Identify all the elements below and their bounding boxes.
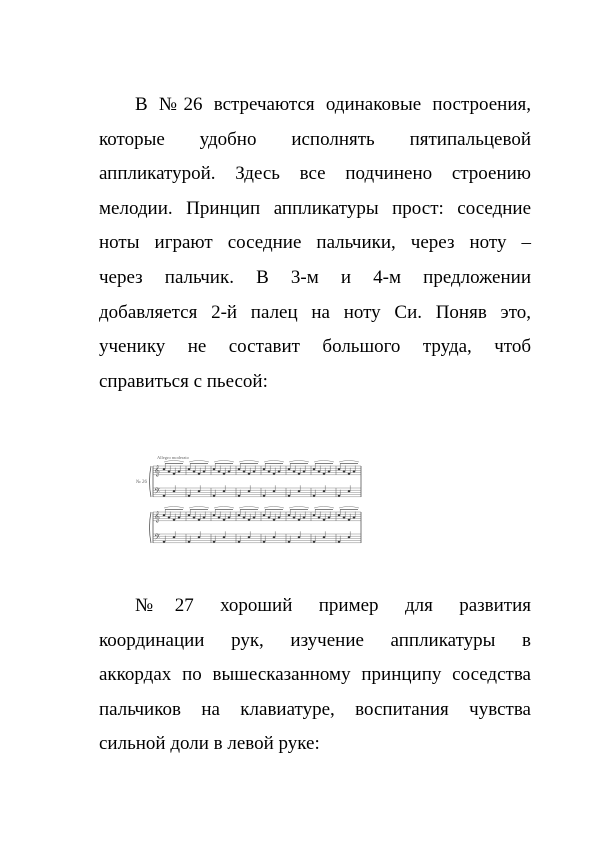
note-head (273, 519, 276, 521)
note-head (188, 541, 191, 543)
note-head (318, 471, 321, 473)
note-head (323, 490, 326, 492)
note-head (273, 473, 276, 475)
text-line: ноты играют соседние пальчики, через ноту – (99, 232, 531, 254)
note-head (303, 471, 306, 473)
note-head (178, 471, 181, 473)
note-head (243, 471, 246, 473)
slur (339, 507, 359, 509)
note-head (313, 514, 316, 516)
slur (164, 461, 184, 463)
note-head (168, 471, 171, 473)
note-head (313, 541, 316, 543)
note-head (288, 514, 291, 516)
note-head (213, 468, 216, 470)
note-head (223, 473, 226, 475)
note-head (273, 490, 276, 492)
note-head (218, 517, 221, 519)
note-head (218, 471, 221, 473)
note-head (213, 514, 216, 516)
note-head (278, 517, 281, 519)
note-head (273, 536, 276, 538)
note-head (253, 517, 256, 519)
note-head (298, 519, 301, 521)
note-head (328, 471, 331, 473)
slur (339, 461, 359, 463)
score-piece-number: № 26 (136, 480, 148, 485)
brace-icon (150, 512, 152, 543)
clef-icon: 𝄞 (154, 511, 160, 523)
slur (239, 461, 259, 463)
text-line: мелодии. Принцип аппликатуры прост: соседние (99, 197, 531, 219)
paragraph-no26-description (99, 88, 531, 399)
text-line: аппликатурой. Здесь все подчинено строению (99, 163, 531, 185)
note-head (343, 517, 346, 519)
note-head (163, 541, 166, 543)
note-head (263, 495, 266, 497)
slur (264, 507, 284, 509)
note-head (298, 490, 301, 492)
text-line: В №26 встречаются одинаковые построения, (135, 94, 531, 115)
note-head (198, 519, 201, 521)
note-head (293, 471, 296, 473)
note-head (253, 471, 256, 473)
slur (289, 507, 309, 509)
note-head (248, 490, 251, 492)
music-score-image (135, 452, 365, 548)
note-head (248, 536, 251, 538)
slur (214, 507, 234, 509)
note-head (238, 468, 241, 470)
note-head (178, 517, 181, 519)
note-head (293, 517, 296, 519)
note-head (323, 473, 326, 475)
text-line: добавляется 2-й палец на ноту Си. Поняв это, (99, 301, 531, 323)
note-head (173, 536, 176, 538)
note-head (353, 517, 356, 519)
note-head (313, 468, 316, 470)
note-head (238, 541, 241, 543)
paragraph-no27-description (99, 589, 531, 762)
slur (189, 507, 209, 509)
note-head (173, 490, 176, 492)
note-head (288, 468, 291, 470)
note-head (353, 471, 356, 473)
note-head (228, 517, 231, 519)
text-line: ученику не составит большого труда, чтоб (99, 336, 531, 358)
text-line: справиться с пьесой: (99, 370, 268, 392)
note-head (163, 514, 166, 516)
note-head (188, 514, 191, 516)
slur (289, 461, 309, 463)
note-head (343, 471, 346, 473)
note-head (323, 519, 326, 521)
note-head (338, 514, 341, 516)
note-head (238, 495, 241, 497)
note-head (188, 495, 191, 497)
slur (314, 461, 334, 463)
note-head (238, 514, 241, 516)
text-line: которые удобно исполнять пятипальцевой (99, 128, 531, 150)
note-head (213, 541, 216, 543)
note-head (203, 471, 206, 473)
text-line: сильной доли в левой руке: (99, 733, 320, 755)
note-head (338, 468, 341, 470)
note-head (318, 517, 321, 519)
note-head (348, 473, 351, 475)
note-head (263, 514, 266, 516)
text-line: через пальчик. В 3-м и 4-м предложении (99, 266, 531, 288)
note-head (223, 519, 226, 521)
note-head (188, 468, 191, 470)
note-head (348, 519, 351, 521)
text-line: координации рук, изучение аппликатуры в (99, 629, 531, 651)
note-head (228, 471, 231, 473)
clef-icon: 𝄢 (154, 487, 161, 499)
score-tempo-label: Allegro moderato (157, 455, 189, 460)
note-head (173, 473, 176, 475)
note-head (288, 541, 291, 543)
note-head (268, 471, 271, 473)
text-line: аккордах по вышесказанному принципу соседства (99, 664, 531, 686)
note-head (348, 490, 351, 492)
note-head (303, 517, 306, 519)
note-head (213, 495, 216, 497)
note-head (198, 536, 201, 538)
slur (239, 507, 259, 509)
note-head (338, 541, 341, 543)
note-head (163, 495, 166, 497)
note-head (248, 473, 251, 475)
note-head (193, 471, 196, 473)
note-head (168, 517, 171, 519)
brace-icon (150, 466, 152, 497)
clef-icon: 𝄞 (154, 465, 160, 477)
note-head (298, 473, 301, 475)
note-head (198, 490, 201, 492)
note-head (263, 468, 266, 470)
text-line: №27 хороший пример для развития (135, 595, 531, 616)
slur (314, 507, 334, 509)
slur (164, 507, 184, 509)
note-head (288, 495, 291, 497)
note-head (338, 495, 341, 497)
note-head (278, 471, 281, 473)
note-head (198, 473, 201, 475)
slur (214, 461, 234, 463)
note-head (223, 536, 226, 538)
slur (264, 461, 284, 463)
note-head (163, 468, 166, 470)
note-head (193, 517, 196, 519)
note-head (203, 517, 206, 519)
note-head (298, 536, 301, 538)
note-head (313, 495, 316, 497)
note-head (268, 517, 271, 519)
note-head (348, 536, 351, 538)
note-head (263, 541, 266, 543)
slur (189, 461, 209, 463)
note-head (243, 517, 246, 519)
clef-icon: 𝄢 (154, 533, 161, 545)
note-head (323, 536, 326, 538)
note-head (248, 519, 251, 521)
note-head (223, 490, 226, 492)
note-head (328, 517, 331, 519)
text-line: пальчиков на клавиатуре, воспитания чувства (99, 698, 531, 720)
note-head (173, 519, 176, 521)
